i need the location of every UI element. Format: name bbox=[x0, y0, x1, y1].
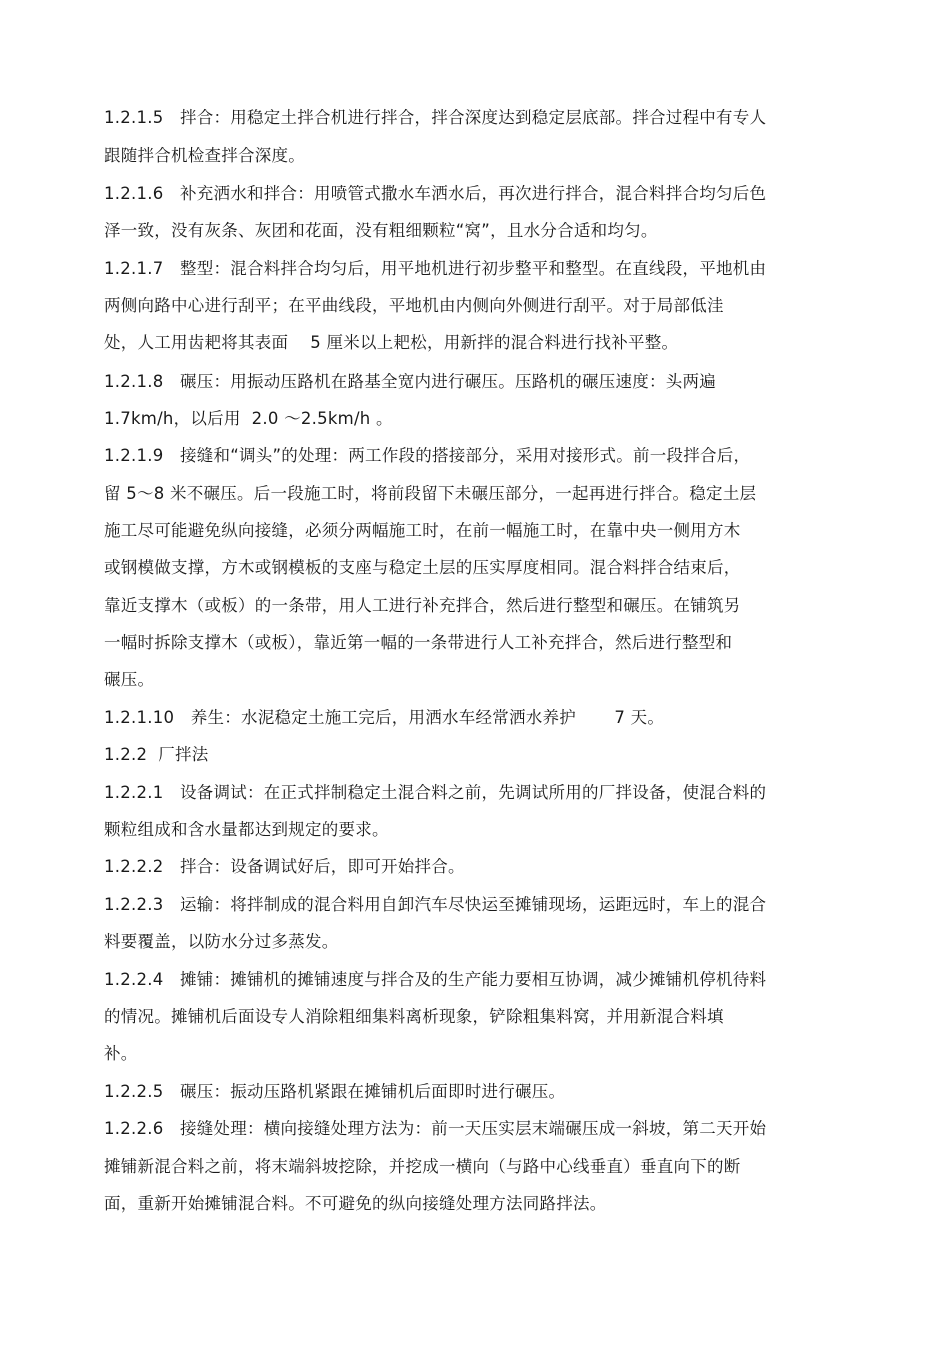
text-line: 1.2.2.3 运输：将拌制成的混合料用自卸汽车尽快运至摊铺现场，运距远时，车上的混合 bbox=[104, 895, 767, 914]
text-line: 1.2.1.5 拌合：用稳定土拌合机进行拌合，拌合深度达到稳定层底部。拌合过程中有专人 bbox=[104, 108, 767, 127]
text-line: 1.2.1.10 养生：水泥稳定土施工完后，用洒水车经常洒水养护 7 天。 bbox=[104, 708, 665, 727]
text-line: 1.2.2.6 接缝处理：横向接缝处理方法为：前一天压实层末端碾压成一斜坡，第二天开始 bbox=[104, 1119, 767, 1138]
text-line: 1.2.2.5 碾压：振动压路机紧跟在摊铺机后面即时进行碾压。 bbox=[104, 1082, 566, 1101]
text-line: 或钢模做支撑，方木或钢模板的支座与稳定土层的压实厚度相同。混合料拌合结束后， bbox=[104, 558, 741, 577]
text-line: 碾压。 bbox=[104, 670, 155, 689]
text-line: 1.2.1.6 补充洒水和拌合：用喷管式撒水车洒水后，再次进行拌合，混合料拌合均匀后色 bbox=[104, 184, 767, 203]
text-line: 1.2.2.2 拌合：设备调试好后，即可开始拌合。 bbox=[104, 857, 465, 876]
text-line: 的情况。摊铺机后面设专人消除粗细集料离析现象，铲除粗集料窝，并用新混合料填 bbox=[104, 1007, 724, 1026]
text-line: 泽一致，没有灰条、灰团和花面，没有粗细颗粒“窝”，且水分合适和均匀。 bbox=[104, 221, 658, 240]
text-line: 1.2.1.7 整型：混合料拌合均匀后，用平地机进行初步整平和整型。在直线段，平地机由 bbox=[104, 259, 767, 278]
section-heading: 1.2.2 厂拌法 bbox=[104, 745, 209, 764]
text-line: 1.2.1.9 接缝和“调头”的处理：两工作段的搭接部分，采用对接形式。前一段拌合后， bbox=[104, 446, 751, 465]
text-line: 一幅时拆除支撑木（或板），靠近第一幅的一条带进行人工补充拌合，然后进行整型和 bbox=[104, 633, 733, 652]
text-line: 颗粒组成和含水量都达到规定的要求。 bbox=[104, 820, 389, 839]
text-line: 1.2.2.4 摊铺：摊铺机的摊铺速度与拌合及的生产能力要相互协调，减少摊铺机停机待料 bbox=[104, 970, 767, 989]
text-line: 料要覆盖，以防水分过多蒸发。 bbox=[104, 932, 339, 951]
text-line: 靠近支撑木（或板）的一条带，用人工进行补充拌合，然后进行整型和碾压。在铺筑另 bbox=[104, 596, 741, 615]
text-line: 补。 bbox=[104, 1044, 138, 1063]
text-line: 1.2.2.1 设备调试：在正式拌制稳定土混合料之前，先调试所用的厂拌设备，使混合料的 bbox=[104, 783, 767, 802]
text-line: 跟随拌合机检查拌合深度。 bbox=[104, 146, 305, 165]
text-line: 1.2.1.8 碾压：用振动压路机在路基全宽内进行碾压。压路机的碾压速度：头两遍 bbox=[104, 372, 716, 391]
text-line: 处，人工用齿耙将其表面 5 厘米以上耙松，用新拌的混合料进行找补平整。 bbox=[104, 333, 679, 352]
text-line: 两侧向路中心进行刮平；在平曲线段，平地机由内侧向外侧进行刮平。对于局部低洼 bbox=[104, 296, 724, 315]
text-line: 摊铺新混合料之前，将末端斜坡挖除，并挖成一横向（与路中心线垂直）垂直向下的断 bbox=[104, 1157, 741, 1176]
text-line: 留 5～8 米不碾压。后一段施工时，将前段留下未碾压部分，一起再进行拌合。稳定土层 bbox=[104, 484, 757, 503]
text-line: 面，重新开始摊铺混合料。不可避免的纵向接缝处理方法同路拌法。 bbox=[104, 1194, 607, 1213]
text-line: 施工尽可能避免纵向接缝，必须分两幅施工时，在前一幅施工时，在靠中央一侧用方木 bbox=[104, 521, 741, 540]
text-line: 1.7km/h，以后用 2.0 ～2.5km/h 。 bbox=[104, 409, 393, 428]
